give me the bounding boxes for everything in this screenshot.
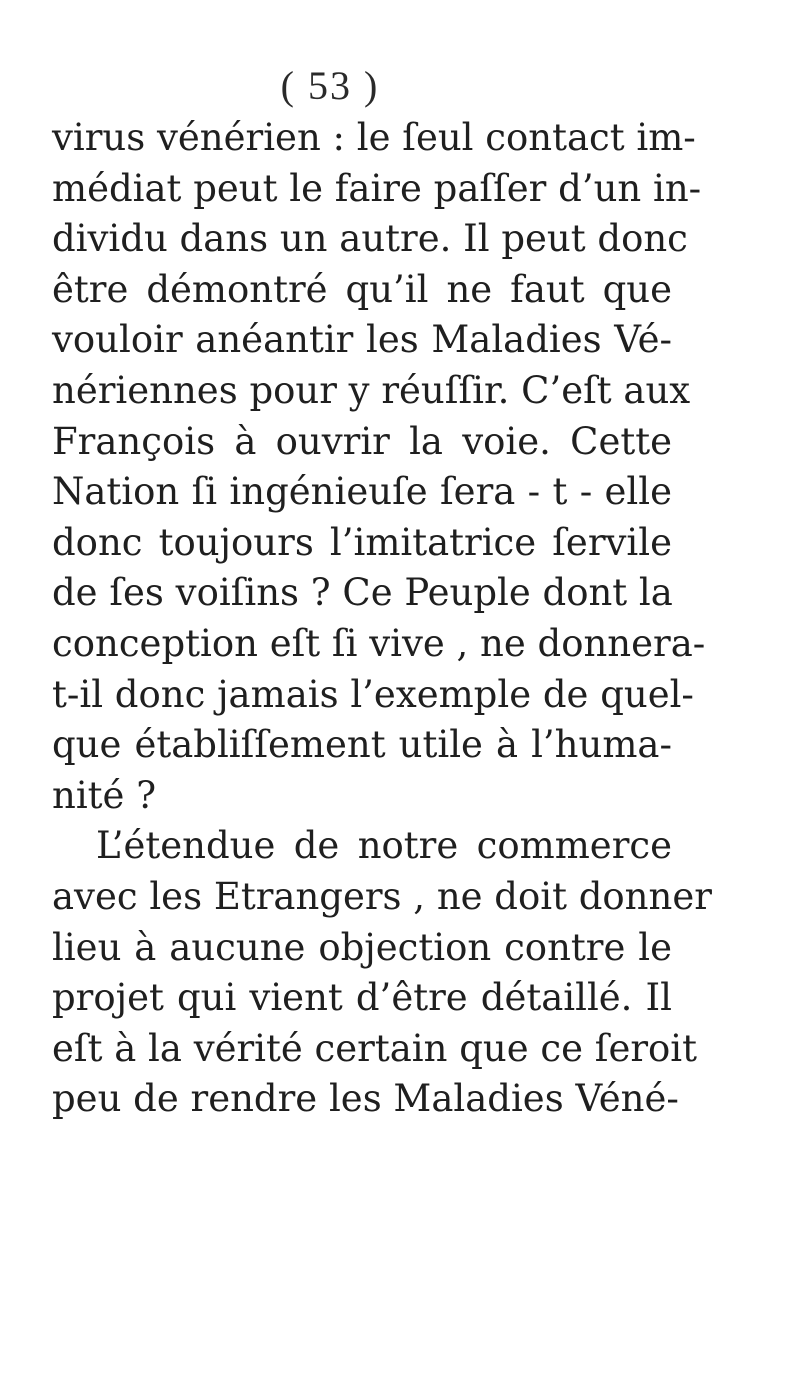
text-line: vouloir anéantir les Maladies Vé- xyxy=(52,318,672,362)
text-line: nité ? xyxy=(52,773,157,817)
text-line: donc toujours l’imitatrice ſervile xyxy=(52,520,672,564)
text-line: Nation ſi ingénieuſe ſera - t - elle xyxy=(52,470,672,514)
text-line: t-il donc jamais l’exemple de quel- xyxy=(52,672,694,716)
text-line: médiat peut le faire paſſer d’un in- xyxy=(52,166,702,210)
text-line: nériennes pour y réuſſir. C’eſt aux xyxy=(52,368,691,412)
text-line: dividu dans un autre. Il peut donc xyxy=(52,217,688,261)
body-text xyxy=(52,113,712,1125)
paragraph-start-line: L’étendue de notre commerce xyxy=(96,824,672,868)
text-line: que établiſſement utile à l’huma- xyxy=(52,723,672,767)
text-line: lieu à aucune objection contre le xyxy=(52,925,672,969)
text-line: de ſes voiſins ? Ce Peuple dont la xyxy=(52,571,673,615)
text-line: virus vénérien : le ſeul contact im- xyxy=(52,116,696,159)
text-line: conception eſt ſi vive , ne donnera- xyxy=(52,621,706,665)
text-line: eſt à la vérité certain que ce ſeroit xyxy=(52,1026,698,1070)
text-line: avec les Etrangers , ne doit donner xyxy=(52,874,712,918)
page-number: ( 53 ) xyxy=(280,63,380,108)
text-line: projet qui vient d’être détaillé. Il xyxy=(52,976,672,1020)
text-line: être démontré qu’il ne faut que xyxy=(52,267,672,311)
text-line: peu de rendre les Maladies Véné- xyxy=(52,1077,679,1121)
text-line: François à ouvrir la voie. Cette xyxy=(52,419,672,463)
